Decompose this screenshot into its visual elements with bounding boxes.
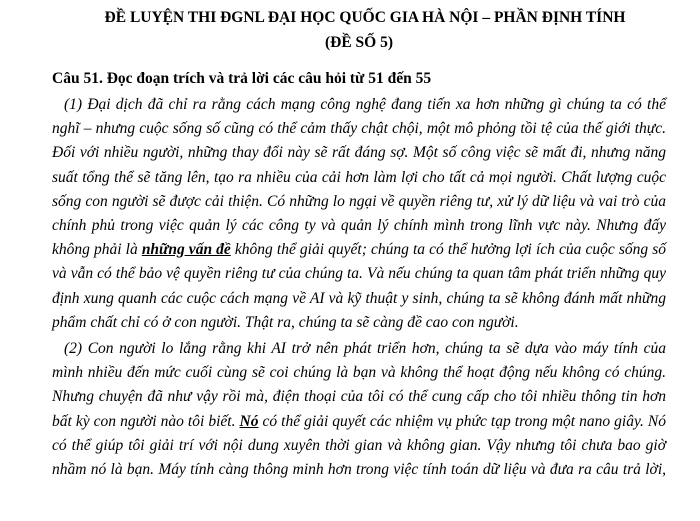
paragraph-line: suất tổng thể sẽ tăng lên, tạo ra nhiều của cải hơn làm lợi cho tất cả mọi người. Chất lượng cuộc [52,168,666,186]
paragraph-line: mình nhiều đến mức cuối cùng sẽ coi chúng là bạn và không thể hoạt động nếu không có chúng. [52,364,666,382]
paragraph-line: nghĩ – nhưng cuộc sống số cũng có thể cảm thấy chật chội, một mô phỏng tồi tệ của thế giới thực. [52,120,666,138]
exam-title: ĐỀ LUYỆN THI ĐGNL ĐẠI HỌC QUỐC GIA HÀ NỘI – PHẦN ĐỊNH TÍNH [104,9,626,26]
paragraph-line: và vẫn có thể bảo vệ quyền riêng tư của chúng ta. Và nếu chúng ta quan tâm phát triển những quy [52,265,666,283]
paragraph-line: phẩm chất chỉ có ở con người. Thật ra, chúng ta sẽ càng đề cao con người. [52,313,519,331]
paragraph-text: bất kỳ con người nào tôi biết. [52,412,240,430]
paragraph-text: không thể giải quyết; chúng ta có thể hưởng lợi ích của cuộc sống số [230,241,666,259]
paragraph-line [52,238,666,262]
paragraph-text: không phải là [52,241,142,259]
paragraph-line: sống con người sẽ được cải thiện. Có những lo ngại về quyền riêng tư, xử lý dữ liệu và vai trò của [52,192,666,210]
paragraph-text: có thể giải quyết các nhiệm vụ phức tạp trong một nano giây. Nó [258,412,666,430]
question-label: Câu 51. Đọc đoạn trích và trả lời các câu hỏi từ 51 đến 55 [52,70,432,87]
paragraph-line: (2) Con người lo lắng rằng khi AI trở nên phát triển hơn, chúng ta sẽ dựa vào máy tính của [64,340,666,358]
paragraph-line: nhầm nó là bạn. Máy tính càng thông minh hơn trong việc tính toán dữ liệu và đưa ra câu trả lời, [52,461,666,479]
paragraph-line: (1) Đại dịch đã chỉ ra rằng cách mạng công nghệ đang tiến xa hơn những gì chúng ta có thể [64,96,666,113]
paragraph-line: Đối với nhiều người, những thay đổi này sẽ rất đáng sợ. Một số công việc sẽ mất đi, nhưng năng [52,144,666,162]
paragraph-line: Nhưng chuyện đã như vậy rồi mà, điện thoại của tôi có thể cung cấp cho tôi nhiều thông tin hơn [52,388,666,406]
exam-subtitle: (ĐỀ SỐ 5) [324,34,394,51]
emphasized-phrase: những vấn đề [141,241,231,259]
paragraph-line: có thể giúp tôi giải trí với nội dung xuyên thời gian và không gian. Vậy nhưng tôi chưa bao giờ [52,436,666,454]
paragraph-line: chính phủ trong việc quản lý các công ty và quản lý chính mình trong lĩnh vực này. Nhưng đấy [52,217,666,235]
emphasized-word: Nó [239,412,259,430]
passage-paragraph-1 [52,93,666,335]
paragraph-line [52,410,666,434]
passage-paragraph-2 [52,337,666,482]
paragraph-line: định xung quanh các cuộc cách mạng về AI và kỹ thuật y sinh, chúng ta sẽ không đánh mất những [52,289,666,307]
